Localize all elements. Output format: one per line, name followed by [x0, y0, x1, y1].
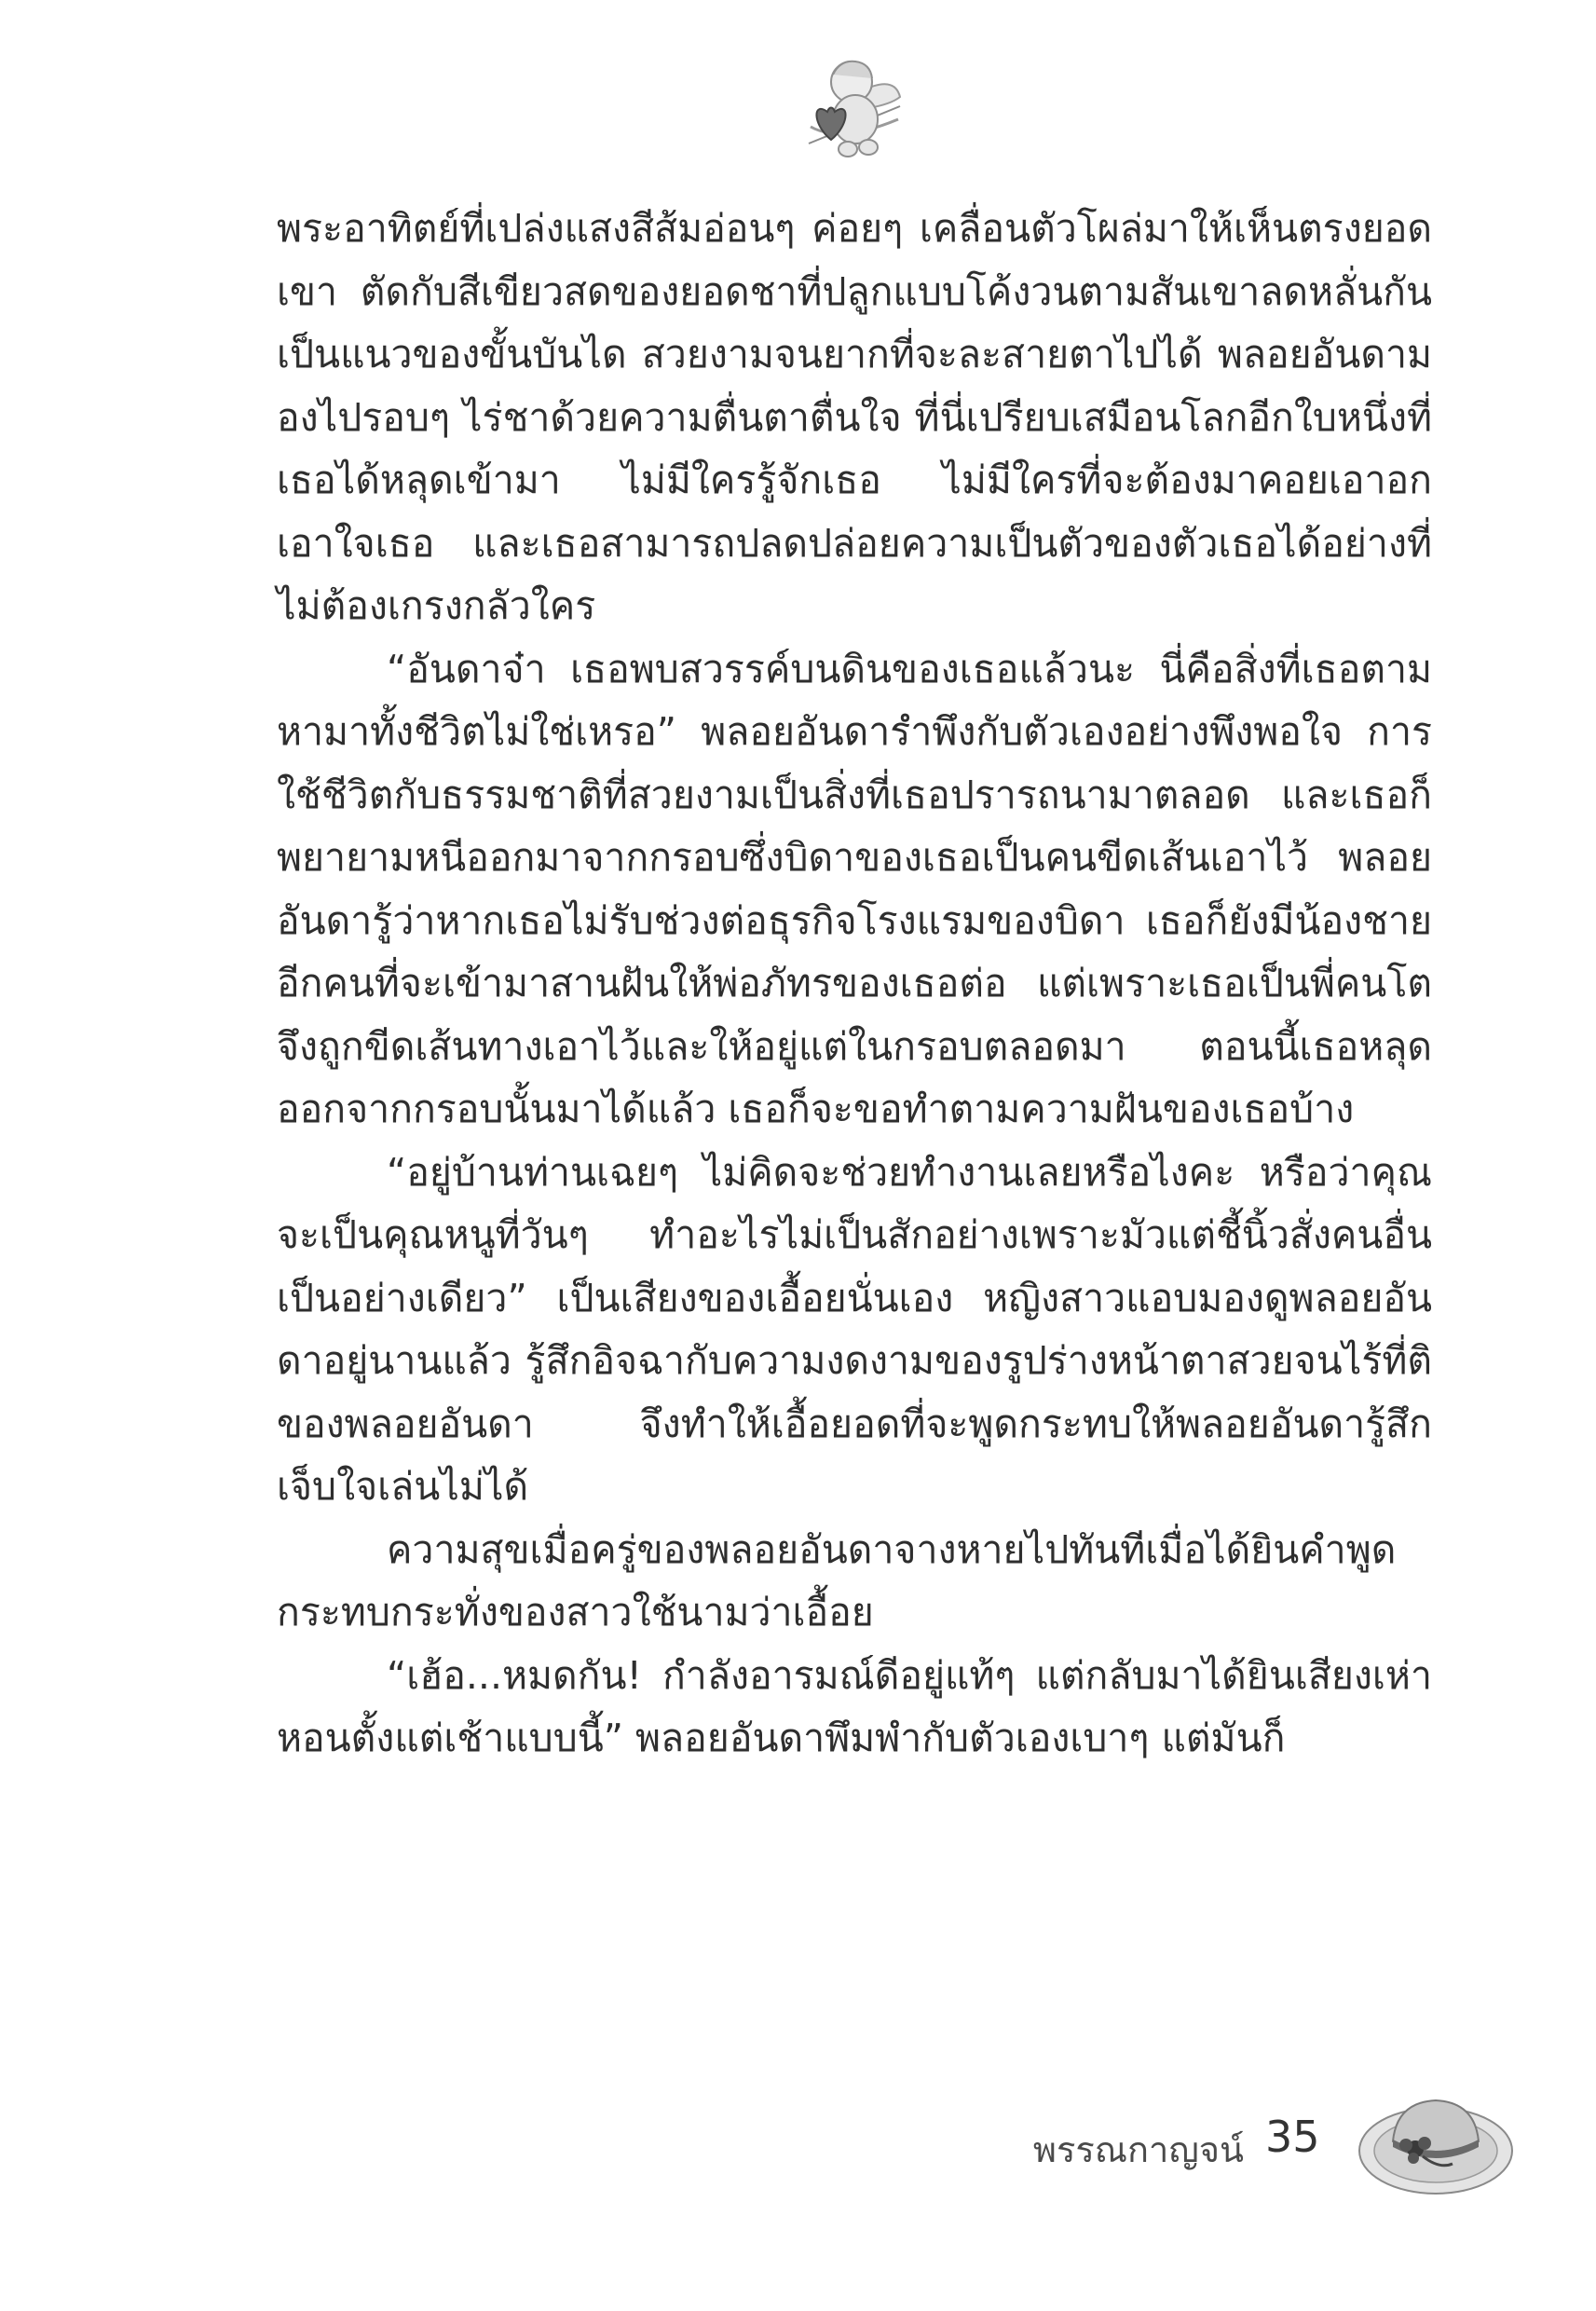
running-footer-title: พรรณกาญจน์ [1032, 2129, 1244, 2170]
body-text [277, 198, 1432, 1771]
paragraph-3: “อยู่บ้านท่านเฉยๆ ไม่คิดจะช่วยทำงานเลยหรือไงคะ หรือว่าคุณจะเป็นคุณหนูที่วันๆ ทำอะไรไม่เป็นสักอย่างเพราะมัวแต่ชี้นิ้วสั่งคนอื่นเป็นอย่างเดียว” เป็นเสียงของเอื้อยนั่นเอง หญิงสาวแอบมองดูพลอยอันดาอยู่นานแล้ว รู้สึกอิจฉากับความงดงามของรูปร่างหน้าตาสวยจนไร้ที่ติของพลอยอันดา จึงทำให้เอื้อยอดที่จะพูดกระทบให้พลอยอันดารู้สึกเจ็บใจเล่นไม่ได้ [277, 1149, 1432, 1509]
paragraph-1: พระอาทิตย์ที่เปล่งแสงสีส้มอ่อนๆ ค่อยๆ เคลื่อนตัวโผล่มาให้เห็นตรงยอดเขา ตัดกับสีเขียวสดของยอดชาที่ปลูกแบบโค้งวนตามสันเขาลดหลั่นกันเป็นแนวของขั้นบันได สวยงามจนยากที่จะละสายตาไปได้ พลอยอันดามองไปรอบๆ ไร่ชาด้วยความตื่นตาตื่นใจ ที่นี่เปรียบเสมือนโลกอีกใบหนึ่งที่เธอได้หลุดเข้ามา ไม่มีใครรู้จักเธอ ไม่มีใครที่จะต้องมาคอยเอาอกเอาใจเธอ และเธอสามารถปลดปล่อยความเป็นตัวของตัวเธอได้อย่างที่ไม่ต้องเกรงกลัวใคร [277, 206, 1432, 628]
hat-icon [1356, 2084, 1516, 2203]
paragraph-2: “อันดาจ๋า เธอพบสวรรค์บนดินของเธอแล้วนะ นี่คือสิ่งที่เธอตามหามาทั้งชีวิตไม่ใช่เหรอ” พลอยอันดารำพึงกับตัวเองอย่างพึงพอใจ การใช้ชีวิตกับธรรมชาติที่สวยงามเป็นสิ่งที่เธอปรารถนามาตลอด และเธอก็พยายามหนีออกมาจากกรอบซึ่งบิดาของเธอเป็นคนขีดเส้นเอาไว้ พลอยอันดารู้ว่าหากเธอไม่รับช่วงต่อธุรกิจโรงแรมของบิดา เธอก็ยังมีน้องชายอีกคนที่จะเข้ามาสานฝันให้พ่อภัทรของเธอต่อ แต่เพราะเธอเป็นพี่คนโตจึงถูกขีดเส้นทางเอาไว้และให้อยู่แต่ในกรอบตลอดมา ตอนนี้เธอหลุดออกจากกรอบนั้นมาได้แล้ว เธอก็จะขอทำตามความฝันของเธอบ้าง [277, 646, 1432, 1131]
paragraph-4: ความสุขเมื่อครู่ของพลอยอันดาจางหายไปทันทีเมื่อได้ยินคำพูดกระทบกระทั่งของสาวใช้นามว่าเอื้อย [277, 1526, 1397, 1634]
paragraph-5: “เฮ้อ...หมดกัน! กำลังอารมณ์ดีอยู่แท้ๆ แต่กลับมาได้ยินเสียงเห่าหอนตั้งแต่เช้าแบบนี้” พลอยอันดาพึมพำกับตัวเองเบาๆ แต่มันก็ [277, 1652, 1432, 1760]
cherub-with-heart-icon [803, 54, 906, 164]
page-number: 35 [1265, 2112, 1320, 2162]
